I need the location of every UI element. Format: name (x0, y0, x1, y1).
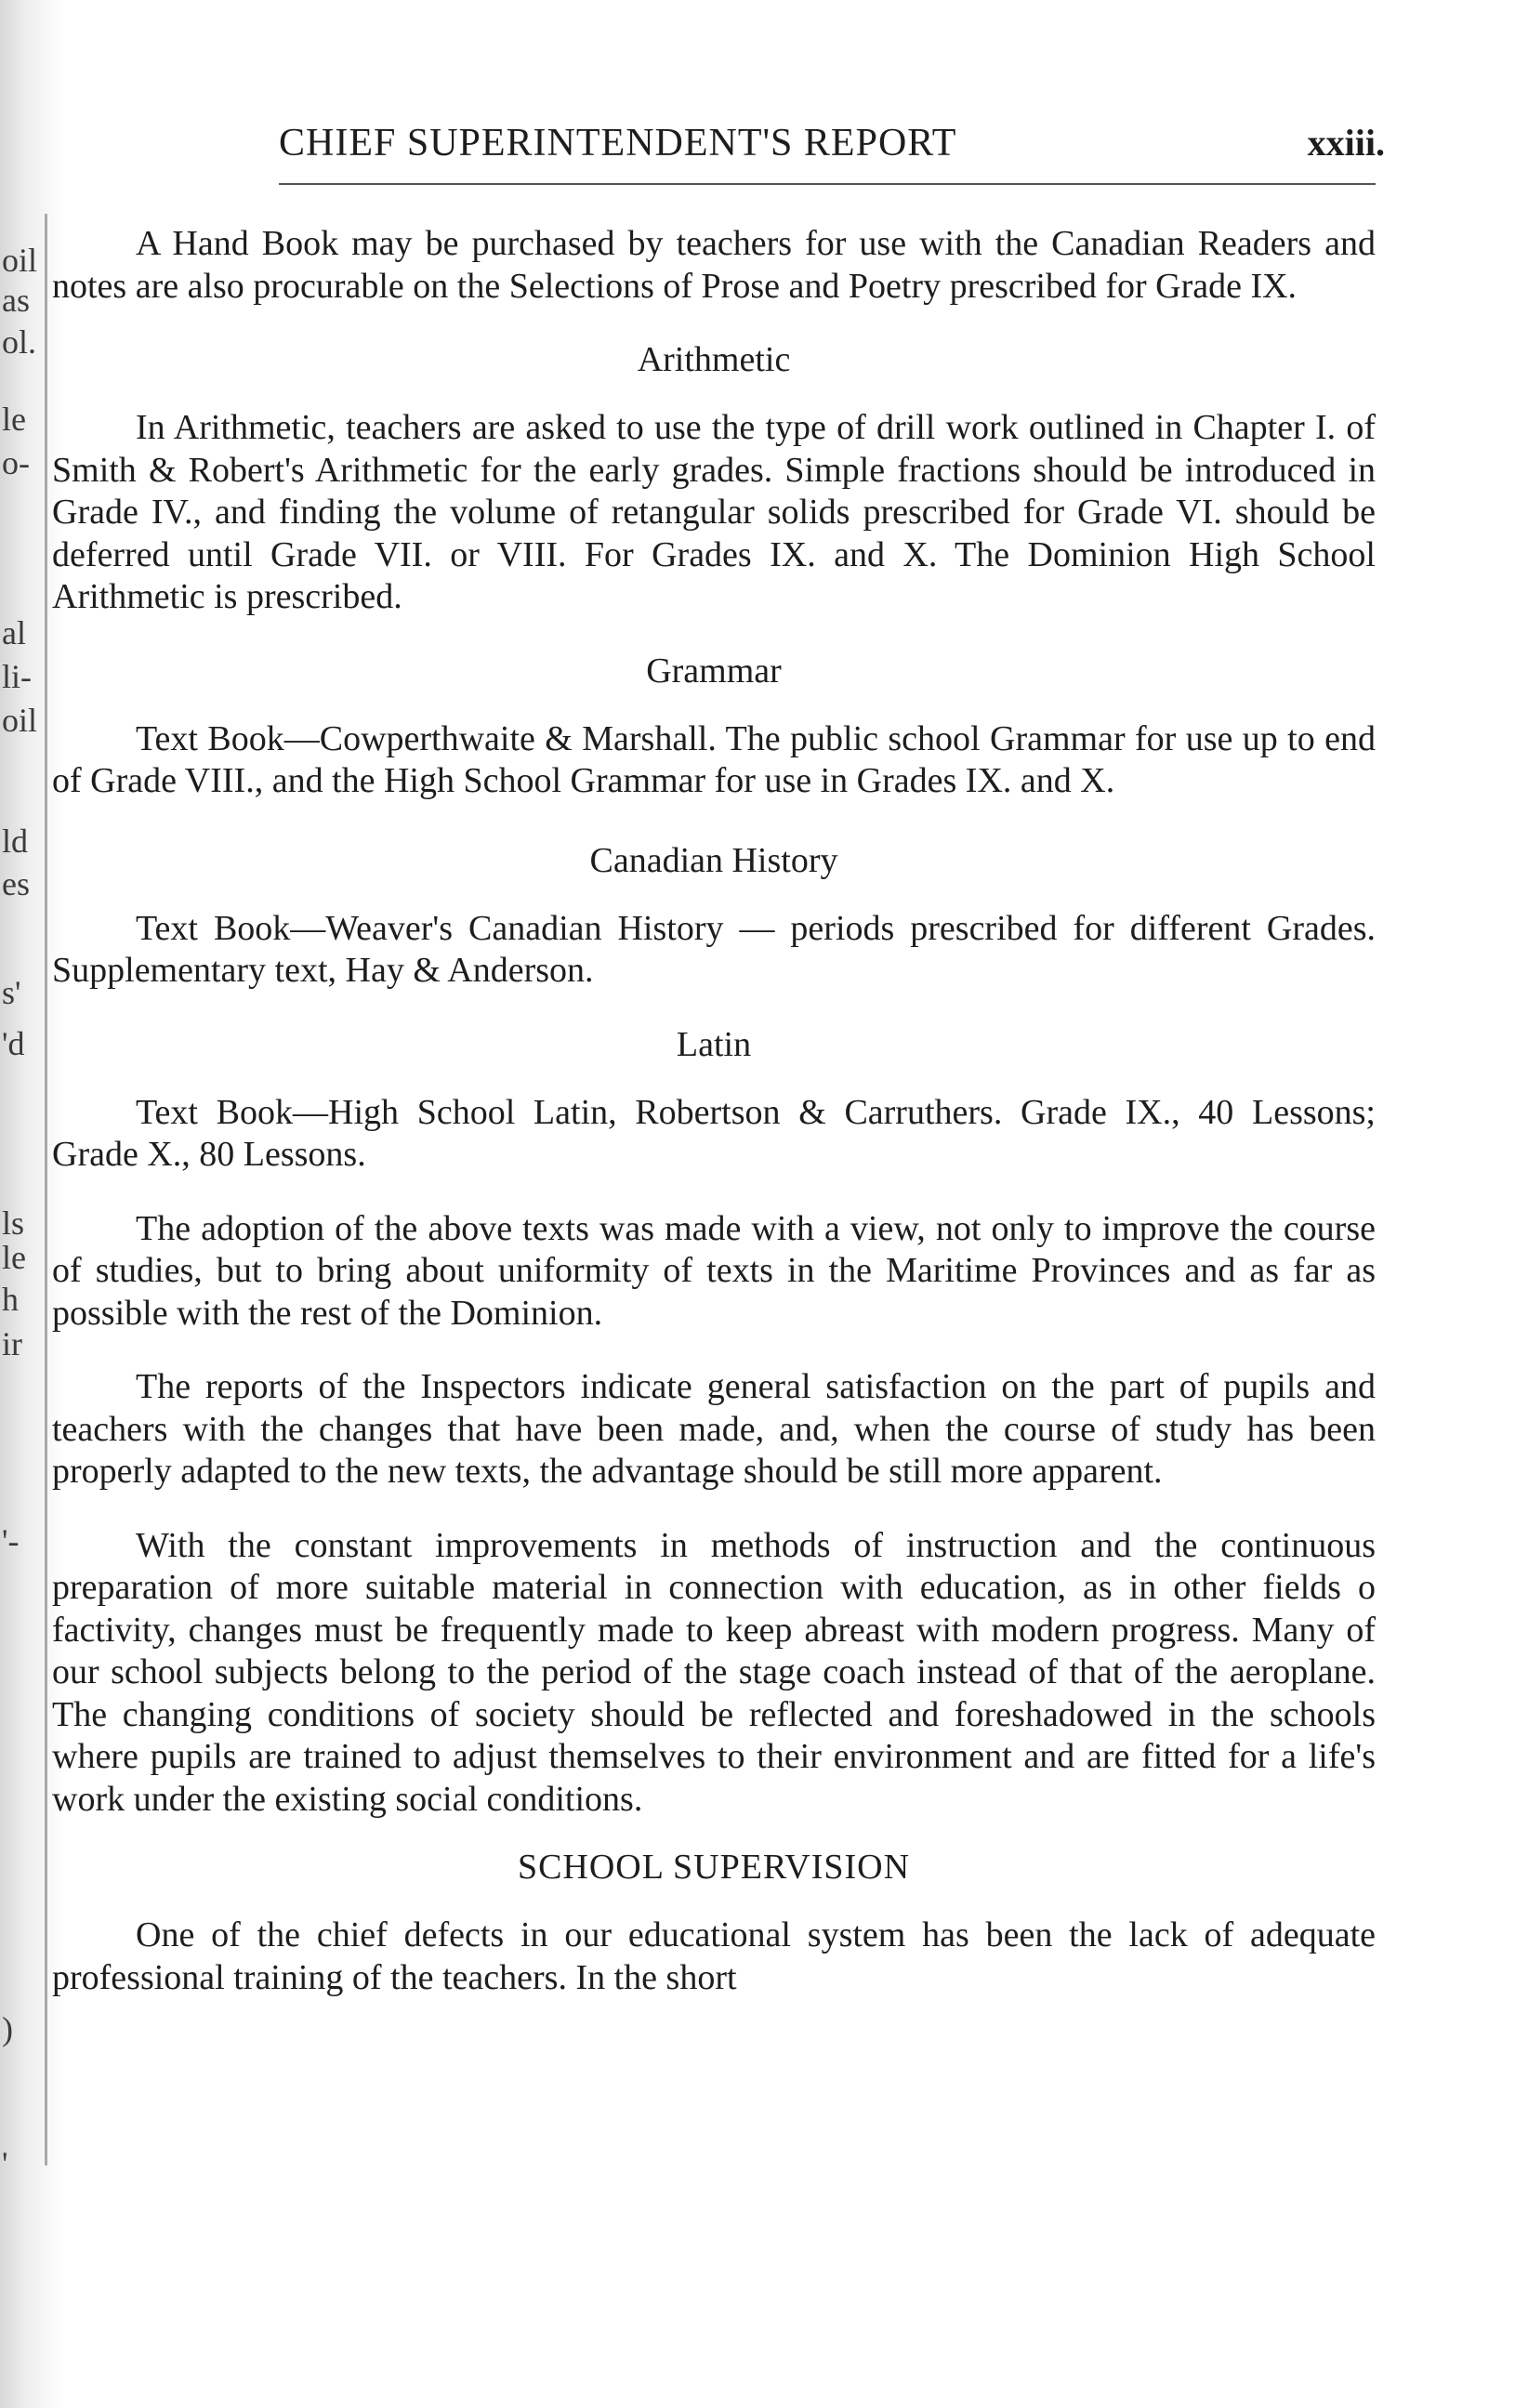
margin-fragment: ol. (2, 323, 37, 361)
latin-heading: Latin (676, 1024, 752, 1064)
margin-fragment: o- (2, 444, 30, 481)
canadian-history-paragraph: Text Book—Weaver's Canadian History — periods prescribed for different Grades. Supplementary text, Hay & Anderson. (52, 908, 1376, 990)
margin-fragment: oil (2, 242, 38, 279)
grammar-heading: Grammar (646, 651, 782, 691)
margin-fragment: al (2, 614, 26, 651)
inspectors-reports-paragraph: The reports of the Inspectors indicate general satisfaction on the part of pupils and teachers with the changes that have been made, and, when the course of study has been properly adapted to the new texts, the advantage should be still more apparent. (52, 1367, 1376, 1491)
margin-fragment: ) (2, 2010, 13, 2047)
adoption-paragraph: The adoption of the above texts was made with a view, not only to improve the course of studies, but to bring about uniformity of texts in the Maritime Provinces and as far as possible with the rest of the Dominion. (52, 1208, 1376, 1333)
header-rule (279, 183, 1376, 185)
margin-fragment: ir (2, 1325, 22, 1362)
arithmetic-paragraph: In Arithmetic, teachers are asked to use the type of drill work outlined in Chapter I. of Smith & Robert's Arithmetic for the early grades. Simple fractions should be introduced in Grade IV., and finding the volume of retangular solids prescribed for Grade VI. should be deferred until Grade VII. or VIII. For Grades IX. and X. The Dominion High School Arithmetic is prescribed. (52, 408, 1376, 616)
margin-fragment: '- (2, 1522, 20, 1559)
margin-fragment: li- (2, 658, 32, 695)
margin-fragment: oil (2, 702, 38, 739)
margin-fragment: h (2, 1281, 19, 1318)
arithmetic-heading: Arithmetic (637, 340, 791, 379)
margin-fragment: 'd (2, 1025, 25, 1062)
margin-fragment: ls (2, 1204, 25, 1242)
canadian-history-heading: Canadian History (589, 840, 838, 880)
latin-paragraph: Text Book—High School Latin, Robertson & Carruthers. Grade IX., 40 Lessons; Grade X., 80 Lessons. (52, 1092, 1376, 1174)
page-header (56, 121, 1385, 177)
margin-fragment: ' (2, 2145, 8, 2182)
margin-fragment: le (2, 1239, 26, 1276)
page-number: xxiii. (1307, 122, 1385, 164)
school-supervision-heading: SCHOOL SUPERVISION (517, 1848, 911, 1887)
intro-paragraph: A Hand Book may be purchased by teachers for use with the Canadian Readers and notes are also procurable on the Selections of Prose and Poetry prescribed for Grade IX. (52, 224, 1376, 306)
grammar-paragraph: Text Book—Cowperthwaite & Marshall. The public school Grammar for use up to end of Grade VIII., and the High School Grammar for use in Grades IX. and X. (52, 718, 1376, 800)
margin-fragment: as (2, 282, 30, 319)
margin-fragment: es (2, 865, 30, 902)
page-body (52, 223, 1376, 1999)
running-title: CHIEF SUPERINTENDENT'S REPORT (279, 122, 957, 164)
margin-fragment: s' (2, 974, 21, 1011)
margin-fragment: ld (2, 822, 29, 860)
margin-fragment: le (2, 401, 26, 438)
improvements-paragraph: With the constant improvements in methods of instruction and the continuous preparation of more suitable material in connection with education, as in other fields o factivity, changes must be frequently made to keep abreast with modern progress. Many of our school subjects belong to the period of the stage coach instead of that of the aeroplane. The changing conditions of society should be reflected and foreshadowed in the schools where pupils are trained to adjust themselves to their environment and are fitted for a life's work under the existing social conditions. (52, 1525, 1376, 1819)
binding-edge-line (45, 214, 47, 2165)
supervision-paragraph: One of the chief defects in our educational system has been the lack of adequate professional training of the teachers. In the short (52, 1915, 1376, 1997)
